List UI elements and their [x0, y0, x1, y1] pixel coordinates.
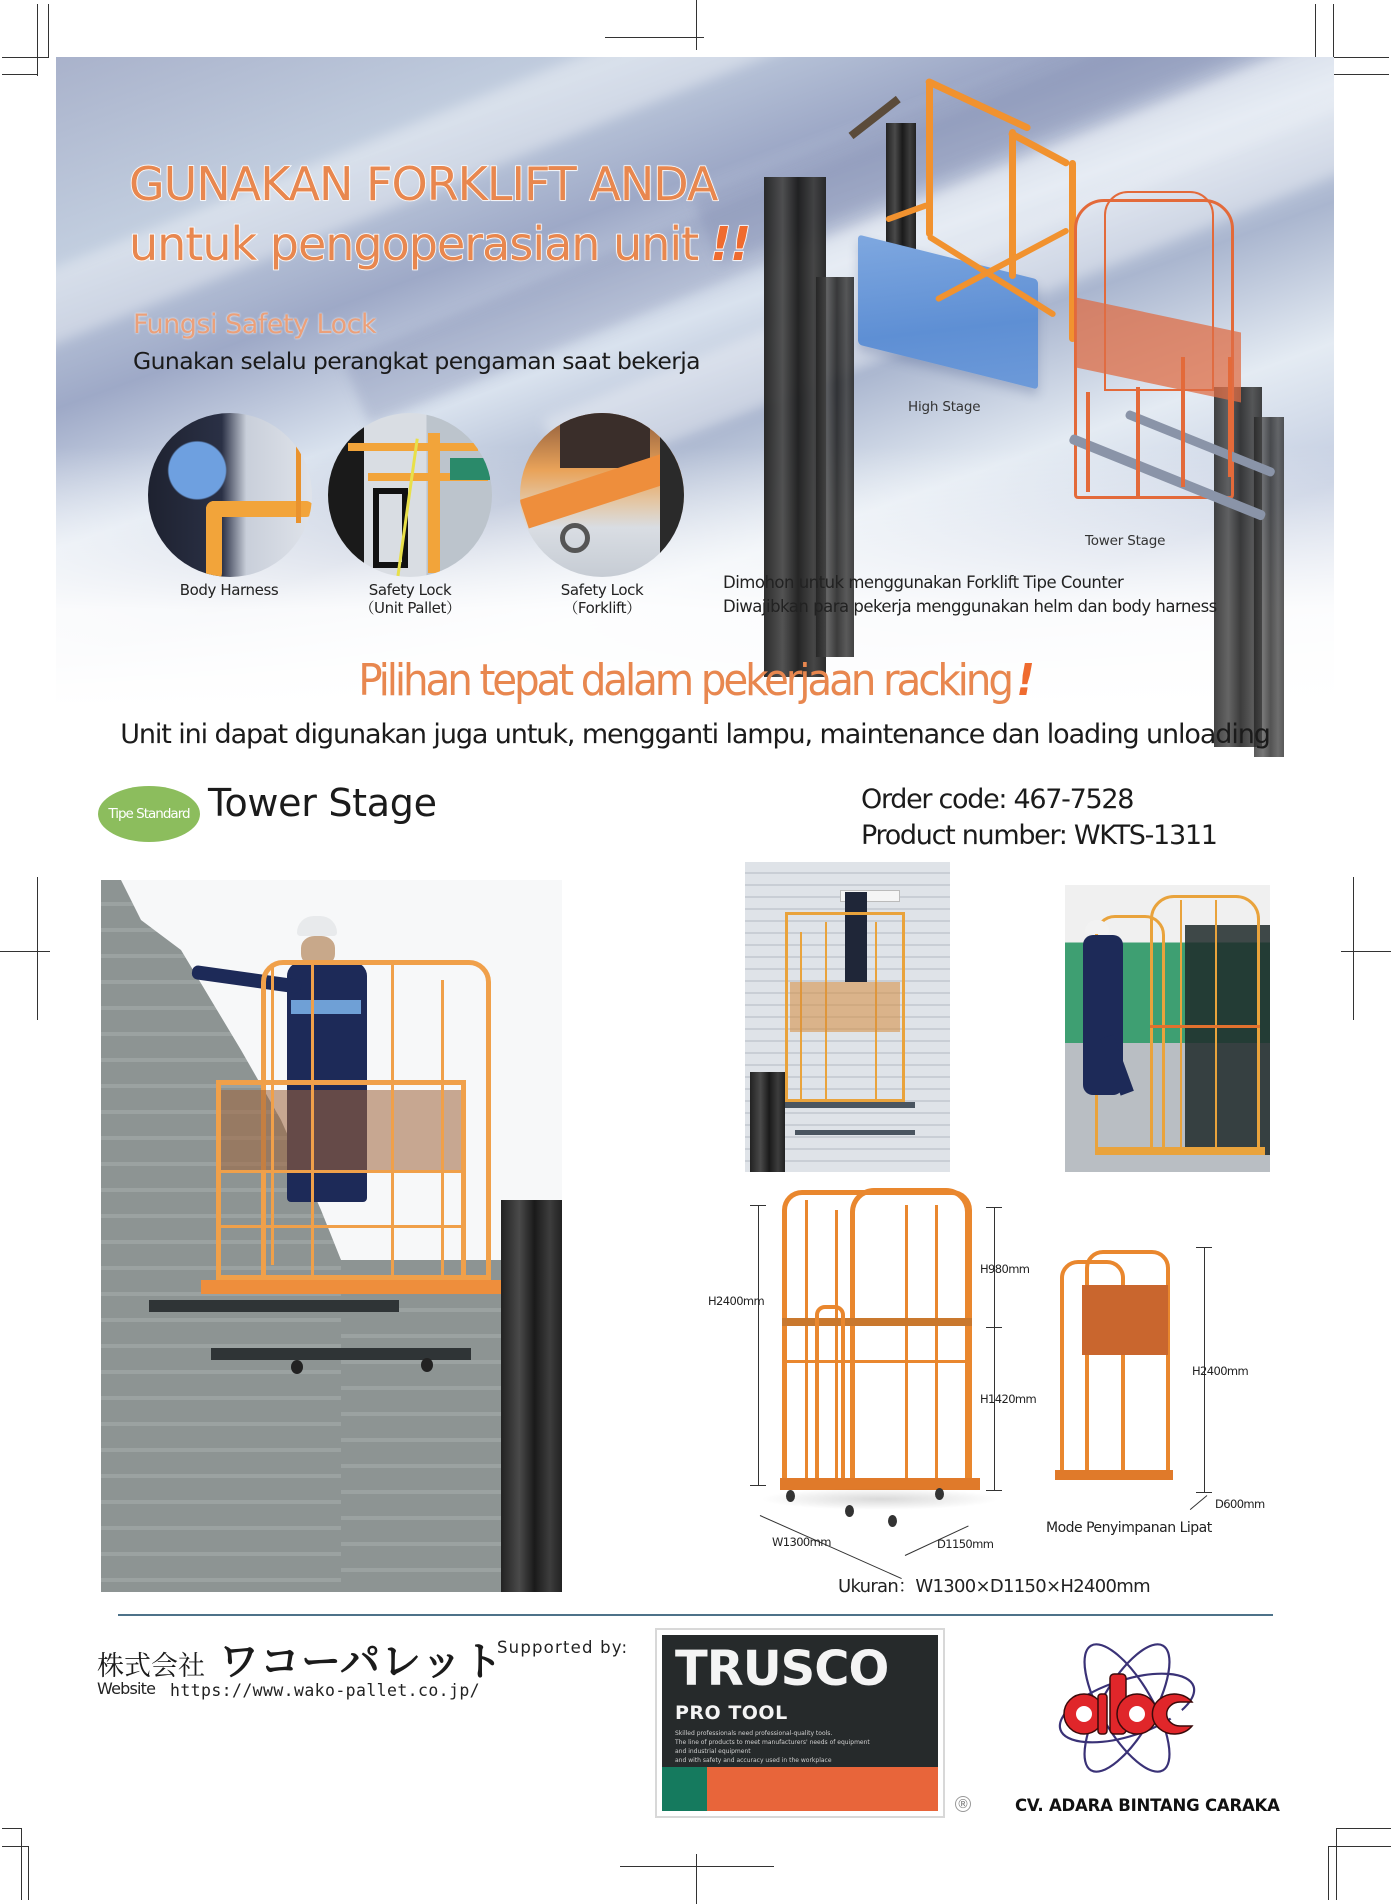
circle-label-line: （Unit Pallet） [359, 599, 461, 617]
tagline-exclaim: ! [1016, 655, 1032, 706]
circle-label-line: Safety Lock [368, 581, 452, 599]
circle-label-line: （Forklift） [563, 599, 641, 617]
tagline-text: Pilihan tepat dalam pekerjaan racking [358, 655, 1011, 706]
company-prefix: 株式会社 [97, 1651, 205, 1682]
caster [845, 1505, 854, 1517]
company-name-text: ワコーパレット [219, 1639, 504, 1685]
trusco-logo [655, 1628, 945, 1818]
trusco-fine-print [675, 1729, 935, 1765]
product-title: Tower Stage [208, 781, 437, 825]
frame-bar [782, 1360, 972, 1363]
folded-platform [1082, 1285, 1168, 1355]
trusco-green-block [662, 1767, 707, 1811]
folded-depth-label: D600mm [1215, 1497, 1265, 1511]
high-stage-caption: High Stage [908, 399, 981, 415]
headline-line-2 [129, 217, 750, 271]
atom-orbits-icon [1052, 1628, 1202, 1788]
frame-bar [805, 1200, 808, 1480]
footer-separator [118, 1614, 1273, 1616]
frame-bar [905, 1205, 908, 1480]
tagline [107, 655, 1283, 706]
notice-helmet-harness: Diwajibkan para pekerja menggunakan helm dan body harness [723, 597, 1217, 616]
body-harness-photo [148, 413, 312, 577]
folded-height-label: H2400mm [1192, 1364, 1249, 1378]
trusco-title: TRUSCO [675, 1641, 889, 1697]
website-label: Website [97, 1679, 156, 1698]
body-harness-label [129, 581, 329, 599]
climbing-worker-photo [1065, 885, 1270, 1172]
trusco-subtitle: PRO TOOL [675, 1702, 788, 1724]
type-badge: Tipe Standard [98, 786, 200, 842]
ladder [815, 1305, 845, 1490]
folded-base [1055, 1470, 1173, 1480]
folded-mode-caption: Mode Penyimpanan Lipat [1046, 1520, 1212, 1536]
hero-banner [56, 57, 1334, 765]
safety-lock-unit-pallet-label [310, 581, 510, 617]
notice-forklift-type: Dimohon untuk menggunakan Forklift Tipe Counter [723, 573, 1124, 592]
trusco-orange-block [707, 1767, 938, 1811]
circle-label-line: Body Harness [179, 581, 279, 599]
tower-stage-caption: Tower Stage [1085, 533, 1166, 549]
abc-logo [1052, 1628, 1202, 1788]
height-lower-label: H1420mm [980, 1392, 1037, 1406]
headline-line-2-text: untuk pengoperasian unit [129, 217, 699, 271]
headline-exclaim: !! [710, 217, 751, 271]
tower-stage-frame [850, 1188, 970, 1488]
trusco-fine-line: Skilled professionals need professional-quality tools. [675, 1730, 833, 1737]
order-code: Order code: 467-7528 [861, 784, 1134, 815]
abc-company-name: CV. ADARA BINTANG CARAKA [1015, 1796, 1280, 1815]
caster [888, 1515, 897, 1527]
trusco-fine-line: and with safety and accuracy used in the workplace [675, 1757, 832, 1764]
width-label: W1300mm [772, 1535, 831, 1549]
height-total-label: H2400mm [708, 1294, 765, 1308]
main-product-photo [101, 880, 562, 1592]
safety-lock-forklift-photo [520, 413, 684, 577]
registered-mark-icon: ® [957, 1797, 969, 1811]
caster [786, 1490, 795, 1502]
frame-bar [935, 1205, 938, 1480]
shadow [760, 1488, 1000, 1510]
height-upper-label: H980mm [980, 1262, 1030, 1276]
circle-label-line: Safety Lock [560, 581, 644, 599]
website-link[interactable]: https://www.wako-pallet.co.jp/ [170, 1681, 481, 1700]
usage-description: Unit ini dapat digunakan juga untuk, mengganti lampu, maintenance dan loading unloading [120, 719, 1270, 750]
trusco-fine-line: The line of products to meet manufacturers' needs of equipment [675, 1739, 870, 1746]
trusco-fine-line: and industrial equipment [675, 1748, 751, 1755]
folded-frame [1085, 1250, 1170, 1475]
caster [935, 1488, 944, 1500]
depth-label: D1150mm [937, 1537, 994, 1551]
safety-lock-unit-pallet-photo [328, 413, 492, 577]
platform [782, 1318, 972, 1326]
size-summary: Ukuran：W1300×D1150×H2400mm [838, 1576, 1150, 1597]
safety-lock-forklift-label [502, 581, 702, 617]
supported-by-label: Supported by: [497, 1638, 629, 1657]
lamp-change-photo [745, 862, 950, 1172]
safety-lock-title: Fungsi Safety Lock [133, 309, 377, 340]
product-number: Product number: WKTS-1311 [861, 820, 1217, 851]
safety-lock-subtitle: Gunakan selalu perangkat pengaman saat bekerja [133, 347, 700, 375]
company-name [97, 1630, 504, 1687]
headline-line-1: GUNAKAN FORKLIFT ANDA [129, 157, 718, 211]
